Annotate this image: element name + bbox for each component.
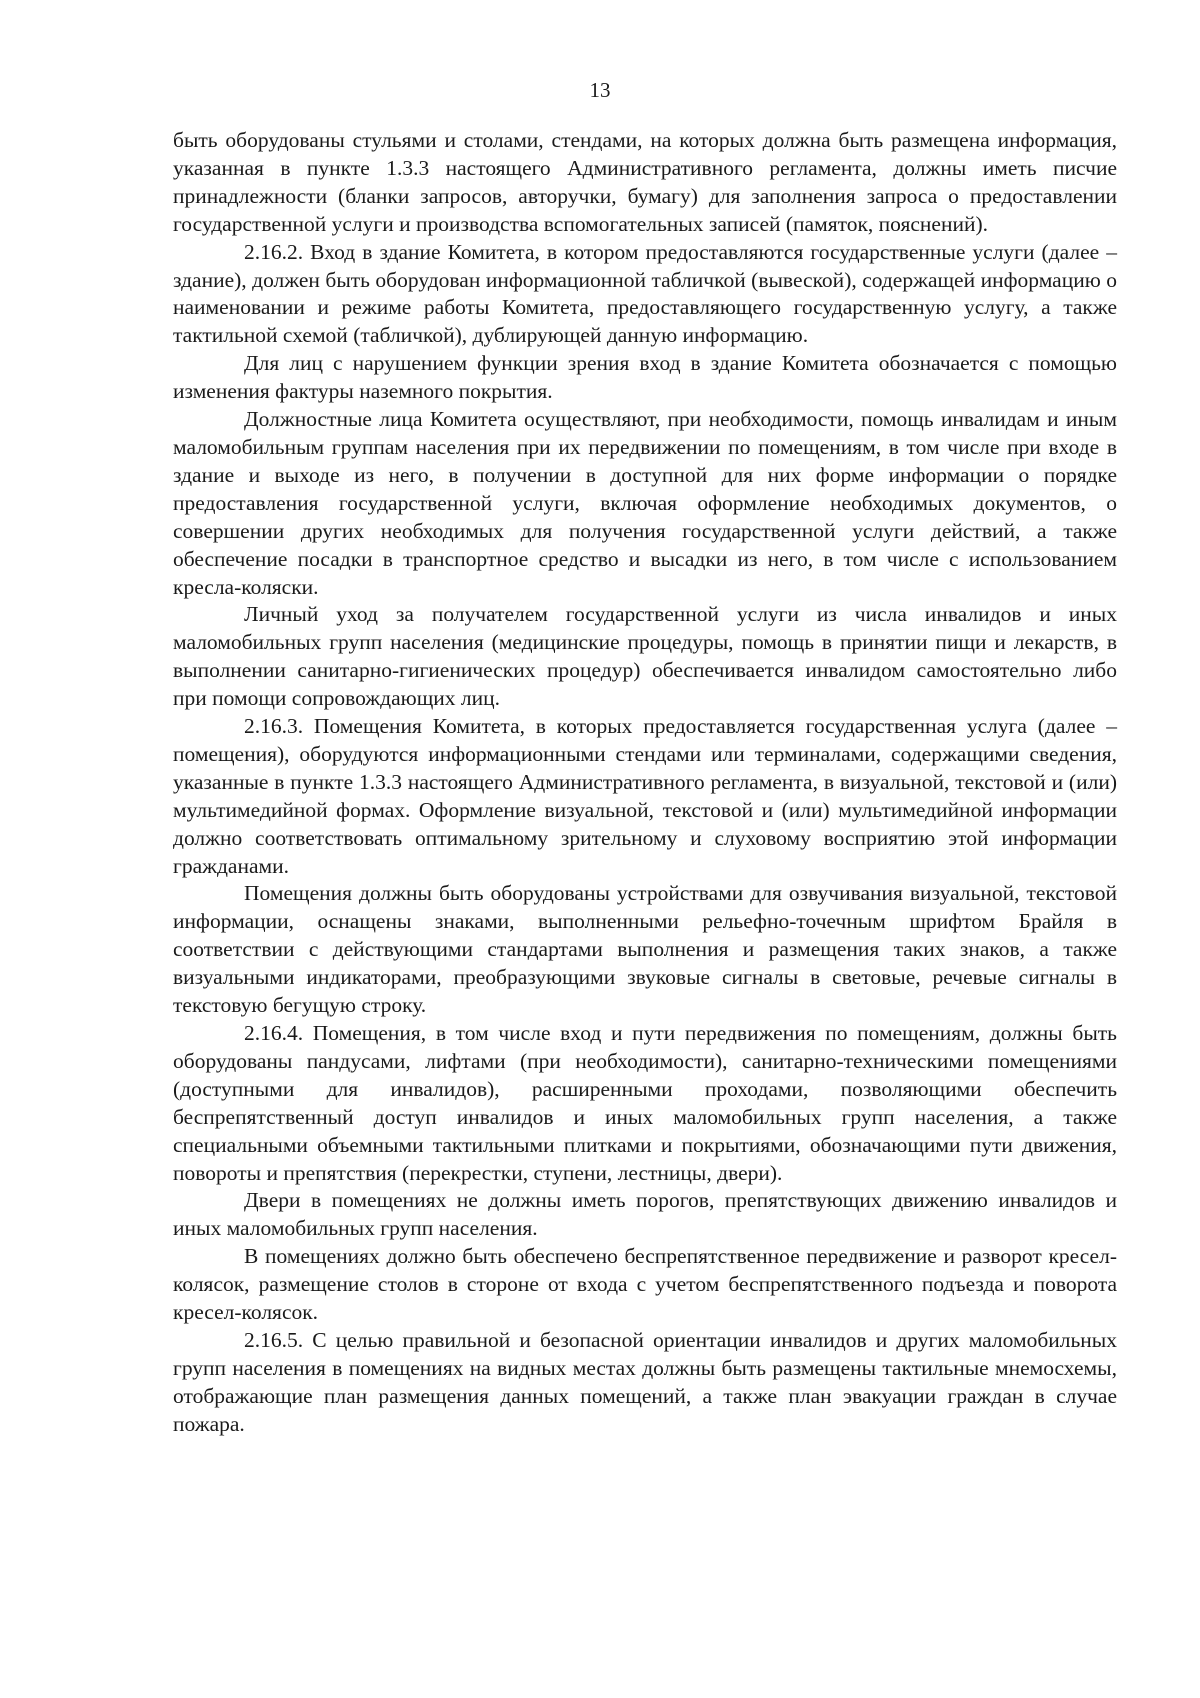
paragraph-wheelchairs: В помещениях должно быть обеспечено беспрепятственное передвижение и разворот кресел-колясок, размещение столов в стороне от входа с учетом беспрепятственного подъезда и поворота кресел-колясок. (173, 1244, 1117, 1325)
paragraph-officials-assistance: Должностные лица Комитета осуществляют, при необходимости, помощь инвалидам и иным маломобильным группам населения при их передвижении по помещениям, в том числе при входе в здание и выходе из него, в получении в доступной для них форме информации о порядке предоставления государственной услуги, включая оформление необходимых документов, о совершении других необходимых для получения государственной услуги действий, а также обеспечение посадки в транспортное средство и высадки из него, в том числе с использованием кресла-коляски. (173, 407, 1117, 599)
document-body (173, 127, 1117, 1439)
paragraph-doors: Двери в помещениях не должны иметь порогов, препятствующих движению инвалидов и иных маломобильных групп населения. (173, 1188, 1117, 1241)
paragraph-2-16-3: 2.16.3. Помещения Комитета, в которых предоставляется государственная услуга (далее – помещения), оборудуются информационными стендами или терминалами, содержащими сведения, указанные в пункте 1.3.3 настоящего Административного регламента, в визуальной, текстовой и (или) мультимедийной формах. Оформление визуальной, текстовой и (или) мультимедийной информации должно соответствовать оптимальному зрительному и слуховому восприятию этой информации гражданами. (173, 714, 1117, 878)
paragraph-audio-braille: Помещения должны быть оборудованы устройствами для озвучивания визуальной, текстовой информации, оснащены знаками, выполненными рельефно-точечным шрифтом Брайля в соответствии с действующими стандартами выполнения и размещения таких знаков, а также визуальными индикаторами, преобразующими звуковые сигналы в световые, речевые сигналы в текстовую бегущую строку. (173, 881, 1117, 1018)
paragraph-2-16-2: 2.16.2. Вход в здание Комитета, в котором предоставляются государственные услуги (далее – здание), должен быть оборудован информационной табличкой (вывеской), содержащей информацию о наименовании и режиме работы Комитета, предоставляющего государственную услугу, а также тактильной схемой (табличкой), дублирующей данную информацию. (173, 239, 1117, 348)
paragraph-2-16-5: 2.16.5. С целью правильной и безопасной ориентации инвалидов и других маломобильных групп населения в помещениях на видных местах должны быть размещены тактильные мнемосхемы, отображающие план размещения данных помещений, а также план эвакуации граждан в случае пожара. (173, 1327, 1117, 1436)
paragraph-personal-care: Личный уход за получателем государственной услуги из числа инвалидов и иных маломобильных групп населения (медицинские процедуры, помощь в принятии пищи и лекарств, в выполнении санитарно-гигиенических процедур) обеспечивается инвалидом самостоятельно либо при помощи сопровождающих лиц. (173, 602, 1117, 711)
paragraph-vision-impairment: Для лиц с нарушением функции зрения вход в здание Комитета обозначается с помощью изменения фактуры наземного покрытия. (173, 351, 1117, 404)
paragraph-2-16-4: 2.16.4. Помещения, в том числе вход и пути передвижения по помещениям, должны быть оборудованы пандусами, лифтами (при необходимости), санитарно-техническими помещениями (доступными для инвалидов), расширенными проходами, позволяющими обеспечить беспрепятственный доступ инвалидов и иных маломобильных групп населения, а также специальными объемными тактильными плитками и покрытиями, обозначающими пути движения, повороты и препятствия (перекрестки, ступени, лестницы, двери). (173, 1021, 1117, 1185)
paragraph-continuation: быть оборудованы стульями и столами, стендами, на которых должна быть размещена информация, указанная в пункте 1.3.3 настоящего Административного регламента, должны иметь писчие принадлежности (бланки запросов, авторучки, бумагу) для заполнения запроса о предоставлении государственной услуги и производства вспомогательных записей (памяток, пояснений). (173, 128, 1117, 236)
page-number: 13 (589, 78, 611, 102)
